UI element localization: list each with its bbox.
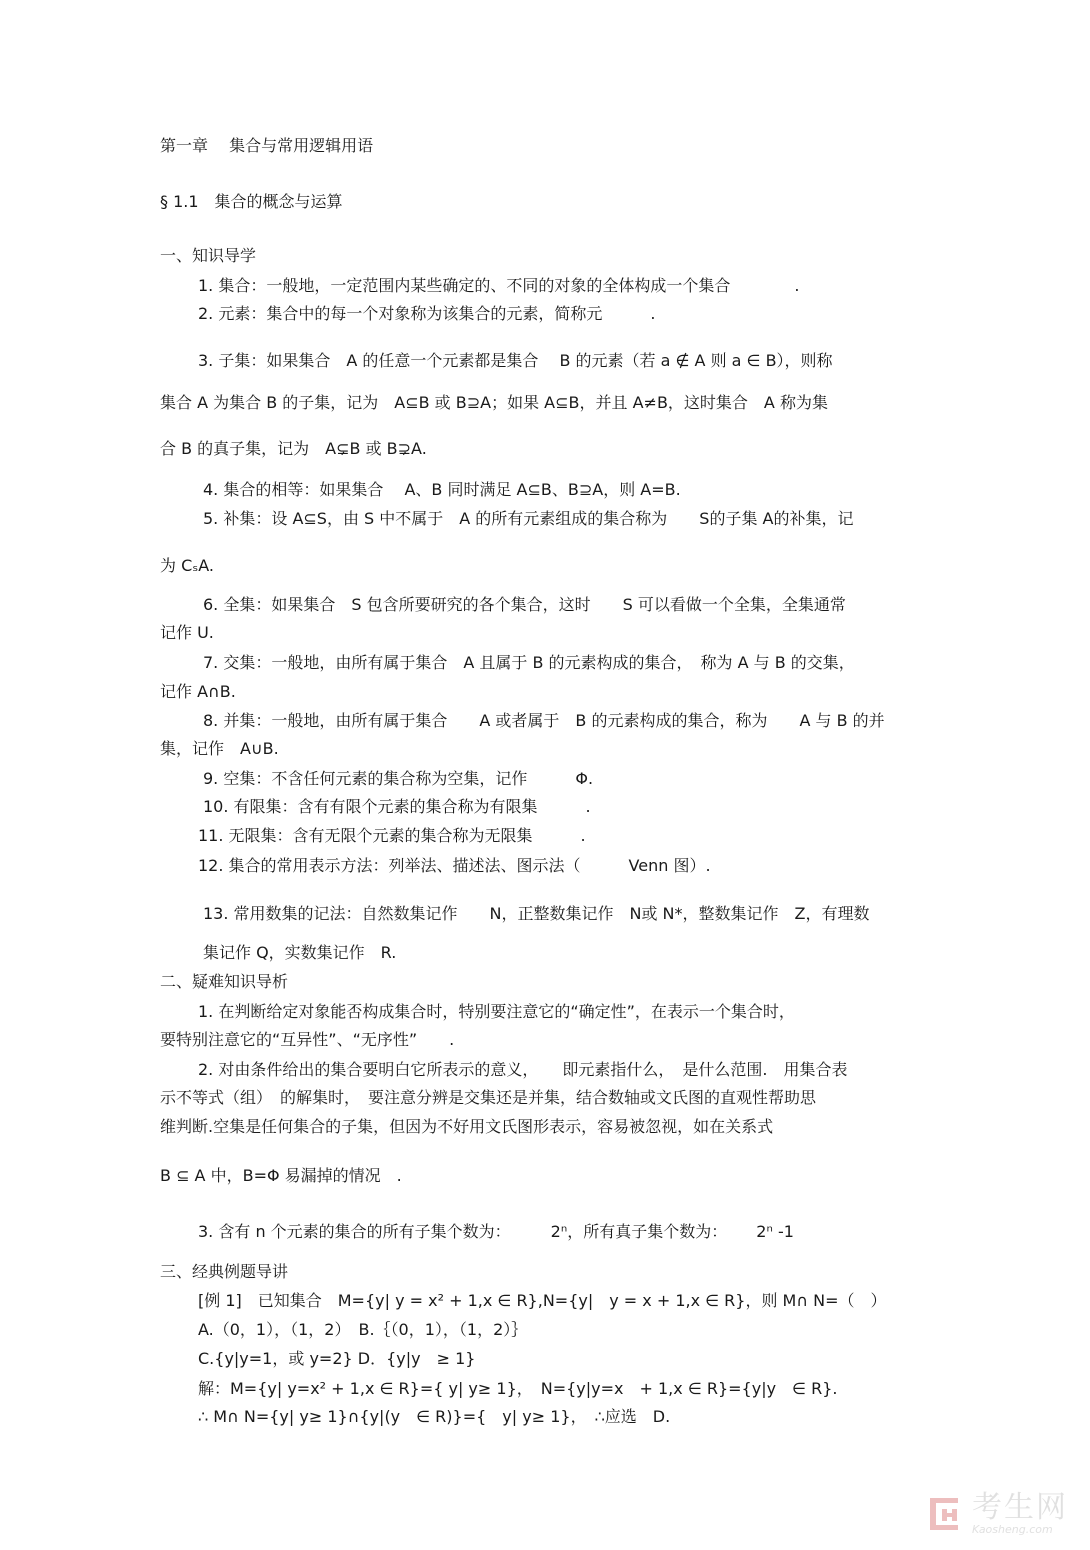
- part2-line: 要特别注意它的“互异性”、“无序性” .: [160, 1030, 455, 1049]
- part1-line: 5. 补集：设 A⊆S，由 S 中不属于 A 的所有元素组成的集合称为 S的子集 A的补集，记: [203, 509, 854, 528]
- part1-line: 1. 集合：一般地，一定范围内某些确定的、不同的对象的全体构成一个集合 .: [198, 276, 800, 295]
- part1-line: 6. 全集：如果集合 S 包含所要研究的各个集合，这时 S 可以看做一个全集，全集通常: [203, 595, 846, 614]
- part2-line: 2. 对由条件给出的集合要明白它所表示的意义， 即元素指什么， 是什么范围. 用集合表: [198, 1060, 848, 1079]
- part1-line: 7. 交集：一般地，由所有属于集合 A 且属于 B 的元素构成的集合， 称为 A 与 B 的交集，: [203, 653, 855, 672]
- part2-line: 示不等式（组） 的解集时， 要注意分辨是交集还是并集，结合数轴或文氏图的直观性帮助思: [160, 1088, 817, 1107]
- watermark-url: Kaosheng.com: [972, 1523, 1053, 1536]
- part2-line: B ⊆ A 中，B=Φ 易漏掉的情况 .: [160, 1166, 402, 1185]
- part1-line: 13. 常用数集的记法：自然数集记作 N，正整数集记作 N或 N*，整数集记作 Z，有理数: [203, 904, 870, 923]
- part1-line: 2. 元素：集合中的每一个对象称为该集合的元素，简称元 .: [198, 304, 656, 323]
- example-line: 解：M={y| y=x² + 1,x ∈ R}={ y| y≥ 1}， N={y|y=x + 1,x ∈ R}={y|y ∈ R}.: [198, 1379, 838, 1398]
- part2-line: 维判断.空集是任何集合的子集，但因为不好用文氏图形表示，容易被忽视，如在关系式: [160, 1117, 774, 1136]
- example-line: C.{y|y=1，或 y=2} D．{y|y ≥ 1}: [198, 1349, 476, 1368]
- part1-line: 9. 空集：不含任何元素的集合称为空集，记作 Φ.: [203, 769, 594, 788]
- part1-line: 3. 子集：如果集合 A 的任意一个元素都是集合 B 的元素（若 a ∉ A 则 a ∈ B），则称: [198, 351, 833, 370]
- part1-line: 集，记作 A∪B.: [160, 739, 279, 758]
- part3-heading: 三、经典例题导讲: [160, 1262, 289, 1281]
- part1-line: 集记作 Q，实数集记作 R.: [203, 943, 397, 962]
- example-line: [例 1] 已知集合 M={y| y = x² + 1,x ∈ R},N={y| y = x + 1,x ∈ R}，则 M∩ N=（ ）: [198, 1291, 887, 1310]
- part1-line: 11. 无限集：含有无限个元素的集合称为无限集 .: [198, 826, 586, 845]
- watermark-logo-icon: [930, 1496, 966, 1532]
- part1-line: 4. 集合的相等：如果集合 A、B 同时满足 A⊆B、B⊇A，则 A=B.: [203, 480, 681, 499]
- part1-line: 12. 集合的常用表示方法：列举法、描述法、图示法（ Venn 图）.: [198, 856, 711, 875]
- example-line: ∴ M∩ N={y| y≥ 1}∩{y|(y ∈ R)}={ y| y≥ 1}， ∴应选 D.: [198, 1407, 671, 1426]
- part1-heading: 一、知识导学: [160, 246, 257, 265]
- watermark-text: 考生网: [972, 1490, 1068, 1525]
- chapter-title: 第一章 集合与常用逻辑用语: [160, 136, 374, 155]
- watermark: [930, 1492, 1068, 1536]
- part1-line: 记作 A∩B.: [160, 682, 236, 701]
- part1-line: 为 CₛA.: [160, 556, 214, 575]
- section-title: § 1.1 集合的概念与运算: [160, 192, 343, 211]
- part1-line: 记作 U.: [160, 623, 214, 642]
- part2-line: 1. 在判断给定对象能否构成集合时，特别要注意它的“确定性”，在表示一个集合时，: [198, 1002, 795, 1021]
- part1-line: 10. 有限集：含有有限个元素的集合称为有限集 .: [203, 797, 591, 816]
- part2-line: 3. 含有 n 个元素的集合的所有子集个数为： 2ⁿ，所有真子集个数为： 2ⁿ -1: [198, 1222, 794, 1241]
- part1-line: 集合 A 为集合 B 的子集，记为 A⊆B 或 B⊇A；如果 A⊆B，并且 A≠B，这时集合 A 称为集: [160, 393, 828, 412]
- part1-line: 合 B 的真子集，记为 A⊊B 或 B⊋A.: [160, 439, 427, 458]
- part2-heading: 二、疑难知识导析: [160, 972, 289, 991]
- example-line: A.（0，1），（1，2） B.｛（0，1），（1，2）｝: [198, 1320, 528, 1339]
- part1-line: 8. 并集：一般地，由所有属于集合 A 或者属于 B 的元素构成的集合，称为 A 与 B 的并: [203, 711, 885, 730]
